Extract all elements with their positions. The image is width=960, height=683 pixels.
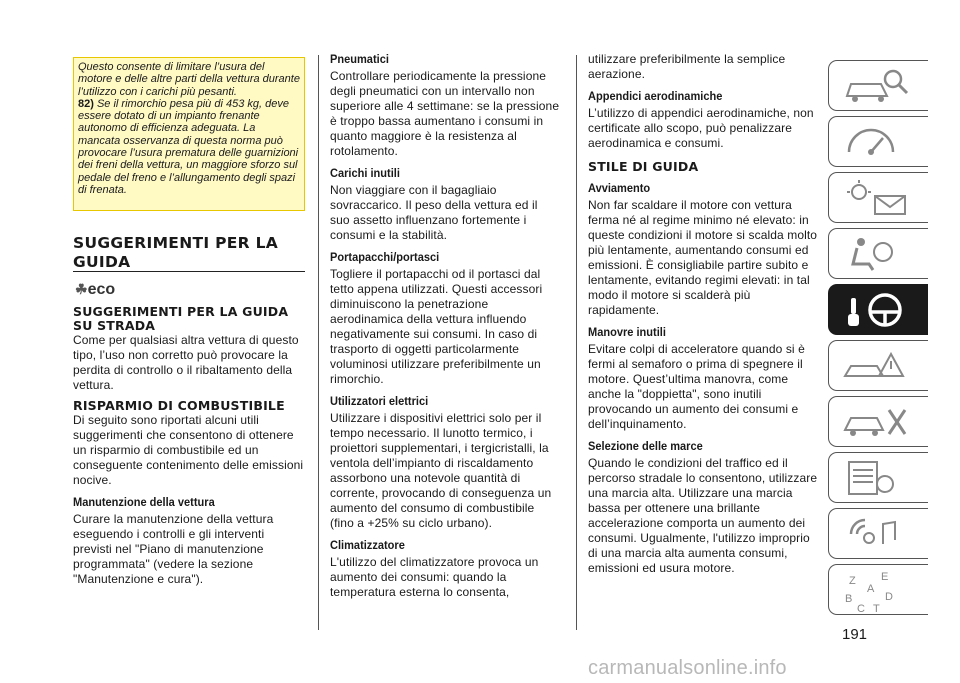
section-title: SUGGERIMENTI PER LA GUIDA [73, 234, 279, 271]
tab-car-wrench[interactable] [828, 396, 928, 447]
heading-maneuvers: Manovre inutili [588, 325, 666, 339]
col3-body [588, 52, 820, 576]
paragraph-electric: Utilizzare i dispositivi elettrici solo per il tempo necessario. Il lunotto termico, i proiettori supplementari, i tergicristalli, la ventola dell’impianto di riscaldamento assorbono una notevole quantità di corrente, provocando di conseguenza un aumento del consumo di combustibile (fino a +25% su ciclo urbano). [330, 411, 552, 530]
letter-e: E [881, 571, 889, 583]
paragraph-ventilation: utilizzare preferibilmente la semplice aerazione. [588, 52, 786, 81]
heading-maintenance: Manutenzione della vettura [73, 495, 215, 509]
letter-t: T [873, 603, 880, 614]
tab-dashboard[interactable] [828, 116, 928, 167]
heading-tyres: Pneumatici [330, 52, 389, 66]
paragraph-roof-rack: Togliere il portapacchi od il portasci dal tetto appena utilizzati. Questi accessori diminuiscono la penetrazione aerodinamica della vettura influendo negativamente sui consumi. In caso di trasporto di oggetti particolarmente voluminosi utilizzare preferibilmente un rimorchio. [330, 267, 543, 386]
section-title-rule [73, 271, 305, 272]
specs-sheet-icon [841, 458, 921, 498]
col2-body [330, 52, 560, 600]
paragraph-aero: L’utilizzo di appendici aerodinamiche, non certificate allo scopo, può penalizzare aerodinamica e consumi. [588, 106, 814, 150]
paragraph-maneuvers: Evitare colpi di acceleratore quando si è fermi al semaforo o prima di spegnere il motore. Quest’ultima manovra, come anche la "doppietta", sono inutili provocando un aumento dei consumi e dell’inquinamento. [588, 342, 805, 431]
tab-alphabet-index[interactable] [828, 564, 928, 615]
car-wrench-icon [841, 402, 921, 442]
paragraph-tyres: Controllare periodicamente la pressione degli pneumatici con un intervallo non superiore alle 4 settimane: se la pressione è troppo bassa aumentano i consumi in quanto maggiore è la resistenza al rotolamento. [330, 69, 560, 158]
letter-z: Z [849, 575, 856, 587]
letter-b: B [845, 593, 853, 605]
column-divider [318, 55, 319, 630]
tab-car-search[interactable] [828, 60, 928, 111]
alphabet-index-icon [841, 570, 921, 614]
warning-note-box [73, 57, 305, 211]
paragraph-fuel-saving: Di seguito sono riportati alcuni utili suggerimenti che consentono di ottenere un risparmio di combustibile ed un conseguente contenimento delle emissioni nocive. [73, 413, 304, 487]
page-number: 191 [842, 626, 868, 643]
heading-climate: Climatizzatore [330, 538, 405, 552]
multimedia-icon [841, 514, 921, 554]
heading-fuel-saving: RISPARMIO DI COMBUSTIBILE [73, 398, 285, 413]
heading-driving-style: STILE DI GUIDA [588, 159, 699, 174]
heading-electric: Utilizzatori elettrici [330, 394, 429, 408]
heading-road-tips: SUGGERIMENTI PER LA GUIDA SU STRADA [73, 304, 289, 333]
car-search-icon [841, 66, 921, 106]
letter-a: A [867, 583, 875, 595]
heading-gears: Selezione delle marce [588, 439, 703, 453]
eco-leaf-icon: ☘eco [75, 281, 116, 298]
paragraph-maintenance: Curare la manutenzione della vettura eseguendo i controlli e gli interventi previsti nel "Piano di manutenzione programmata" (vedere la sezione "Manutenzione e cura"). [73, 512, 274, 586]
tab-car-warning[interactable] [828, 340, 928, 391]
paragraph-gears: Quando le condizioni del traffico ed il percorso stradale lo consentono, utilizzare una marcia alta. Utilizzare una marcia bassa per ottenere una brillante accelerazione comporta un aumento dei consumi. Ugualmente, l'utilizzo improprio di una marcia alta aumenta consumi, emissioni ed usura motore. [588, 456, 818, 575]
key-steering-wheel-icon [841, 290, 921, 330]
heading-aero: Appendici aerodinamiche [588, 89, 723, 103]
dashboard-icon [841, 122, 921, 162]
paragraph-climate: L'utilizzo del climatizzatore provoca un aumento dei consumi: quando la temperatura esterna lo consenta, [330, 555, 539, 599]
letter-d: D [885, 591, 893, 603]
tab-specs-sheet[interactable] [828, 452, 928, 503]
note-ref-number: 82) [78, 97, 94, 110]
heading-roof-rack: Portapacchi/portasci [330, 250, 440, 264]
sun-envelope-icon [841, 178, 921, 218]
note-text-2: Se il rimorchio pesa più di 453 kg, deve essere dotato di un impianto frenante autonomo di efficienza adeguata. La mancata osservanza di questa norma può provocare l’usura prematura delle guarnizioni dei freni della vettura, un maggiore sforzo sul pedale del freno e l’allungamento degli spazi di frenata. [78, 97, 299, 196]
tab-airbag-seat[interactable] [828, 228, 928, 279]
column-divider [576, 55, 577, 630]
airbag-seat-icon [841, 234, 921, 274]
paragraph-loads: Non viaggiare con il bagagliaio sovraccarico. Il peso della vettura ed il suo assetto influenzano fortemente i consumi e la stabilità. [330, 183, 538, 242]
paragraph-road-tips: Come per qualsiasi altra vettura di questo tipo, l’uso non corretto può provocare la perdita di controllo o il ribaltamento della vettura. [73, 333, 299, 392]
heading-start: Avviamento [588, 181, 651, 195]
tab-multimedia[interactable] [828, 508, 928, 559]
tab-sun-envelope[interactable] [828, 172, 928, 223]
heading-loads: Carichi inutili [330, 166, 400, 180]
watermark: carmanualsonline.info [588, 657, 787, 679]
paragraph-start: Non far scaldare il motore con vettura ferma né al regime minimo né elevato: in queste condizioni il motore si scalda molto più lentamente, aumentando consumi ed emissioni. È consigliabile partire subito e lentamente, evitando regimi elevati: in tal modo il motore si scalderà più rapidamente. [588, 198, 818, 317]
tab-key-steering-wheel[interactable] [828, 284, 928, 335]
letter-c: C [857, 603, 865, 614]
note-text-1: Questo consente di limitare l’usura del motore e delle altre parti della vettura durante l’utilizzo con i carichi più pesanti. [78, 61, 300, 98]
car-warning-icon [841, 346, 921, 386]
col1-body [73, 305, 305, 587]
